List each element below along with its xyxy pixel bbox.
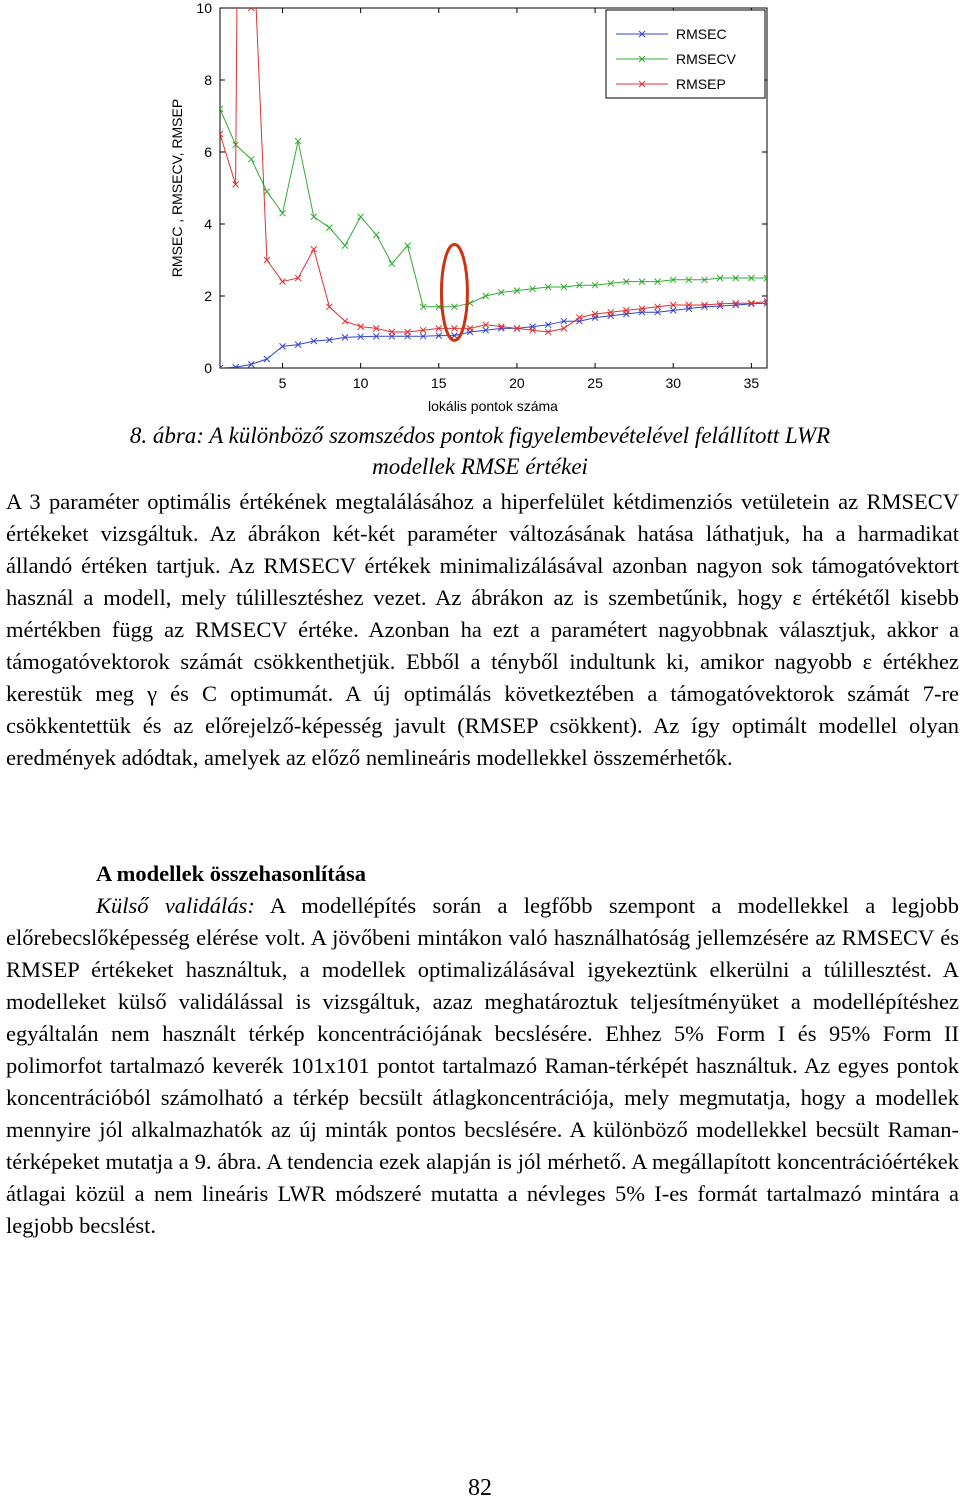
- rmse-chart: [160, 0, 780, 420]
- x-tick-label: 35: [743, 375, 760, 391]
- x-axis-label: lokális pontok száma: [428, 398, 558, 414]
- x-tick-label: 15: [431, 375, 447, 391]
- page-number: 82: [468, 1475, 492, 1501]
- y-tick-label: 8: [204, 72, 212, 88]
- body-paragraph-2: [6, 890, 959, 1242]
- paragraph-lead: Külső validálás:: [96, 893, 255, 918]
- x-tick-label: 25: [587, 375, 603, 391]
- rmsep-legend-label: RMSEP: [676, 76, 726, 92]
- legend: [606, 10, 765, 98]
- figure-caption-line1: 8. ábra: A különböző szomszédos pontok figyelembevételével felállított LWR: [129, 423, 831, 448]
- y-tick-label: 0: [204, 360, 212, 376]
- paragraph-body: A modellépítés során a legfőbb szempont a modellekkel a legjobb előrebecslőképesség elérése volt. A jövőbeni mintákon való használhatóság jellemzésére az RMSECV és RMSEP értékeket használtuk, a modellek optimalizálásával igyekeztünk elkerülni a túlillesztést. A modelleket külső validálással is vizsgáltuk, azaz meghatároztuk teljesítményüket a modellépítéshez egyáltalán nem használt térkép koncentrációjának becslésére. Ehhez 5% Form I és 95% Form II polimorfot tartalmazó keverék 101x101 pontot tartalmazó Raman-térképét használtuk. Az egyes pontok koncentrációból számolható a térkép becsült átlagkoncentrációja, mely megmutatja, hogy a modellek mennyire jól alkalmazhatók az új minták pontos becslésére. A különböző modellekkel becsült Raman-térképeket mutatja a 9. ábra. A tendencia ezek alapján is jól mérhető. A megállapított koncentrációértékek átlagai közül a nem lineáris LWR módszeré mutatta a névleges 5% I-es formát tartalmazó mintára a legjobb becslést.: [6, 893, 959, 1238]
- x-tick-label: 20: [509, 375, 525, 391]
- y-tick-label: 6: [204, 144, 212, 160]
- rmsec-legend-label: RMSEC: [676, 26, 727, 42]
- rmsecv-legend-label: RMSECV: [676, 51, 736, 67]
- x-tick-label: 5: [278, 375, 287, 391]
- y-tick-label: 10: [196, 0, 212, 16]
- section-heading: A modellek összehasonlítása: [96, 861, 367, 886]
- y-tick-label: 4: [204, 216, 212, 232]
- y-axis-label: RMSEC , RMSECV, RMSEP: [169, 98, 185, 278]
- x-tick-label: 10: [352, 375, 369, 391]
- x-tick-label: 30: [665, 375, 682, 391]
- body-paragraph-1: A 3 paraméter optimális értékének megtalálásához a hiperfelület kétdimenziós vetületein az RMSECV értékeket vizsgáltuk. Az ábrákon két-két paraméter változásának hatása láthatjuk, ha a harmadikat állandó értéken tartjuk. Az RMSECV értékek minimalizálásával azonban nagyon sok támogatóvektort használ a modell, mely túlillesztéshez vezet. Az ábrákon az is szembetűnik, hogy ε értékétől kisebb mértékben függ az RMSECV értéke. Azonban ha ezt a paramétert nagyobbnak választjuk, akkor a támogatóvektorok számát csökkenthetjük. Ebből a tényből indultunk ki, amikor nagyobb ε értékhez kerestük meg γ és C optimumát. A új optimálás következtében a támogatóvektorok számát 7-re csökkentettük és az előrejelző-képesség javult (RMSEP csökkent). Az így optimált modellel olyan eredmények adódtak, amelyek az előző nemlineáris modellekkel összemérhetők.: [6, 489, 959, 770]
- y-tick-label: 2: [204, 288, 212, 304]
- figure-caption-line2: modellek RMSE értékei: [372, 454, 588, 479]
